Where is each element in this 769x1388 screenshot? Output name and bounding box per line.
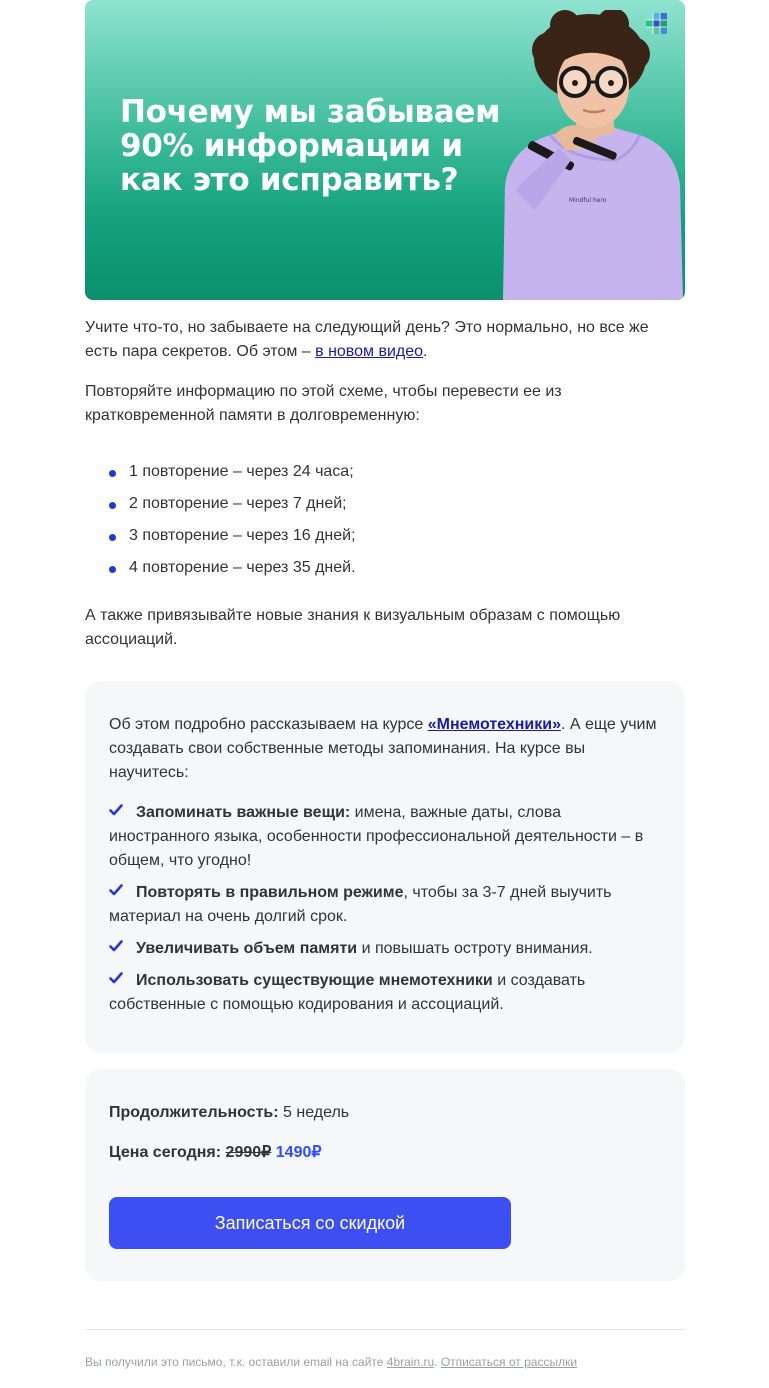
enroll-discount-button[interactable]: Записаться со скидкой	[109, 1197, 511, 1249]
skill-item	[109, 969, 661, 1017]
checkmark-icon	[109, 804, 123, 816]
hero-title-line: Почему мы забываем	[120, 94, 501, 130]
list-item-text: 1 повторение – через 24 часа;	[129, 463, 354, 480]
course-link[interactable]: «Мнемотехники»	[427, 716, 561, 733]
skill-item	[109, 881, 661, 929]
hero-title	[120, 95, 520, 197]
duration-row	[109, 1101, 661, 1125]
skill-title: Запоминать важные вещи:	[136, 804, 351, 821]
skill-item	[109, 801, 661, 873]
video-link[interactable]: в новом видео	[315, 343, 424, 360]
footer-separator: .	[434, 1355, 441, 1369]
checkmark-icon	[109, 884, 123, 896]
course-intro	[109, 713, 661, 785]
skill-desc: , чтобы за 3-7 дней выучить материал на очень долгий срок.	[109, 884, 612, 925]
price-label: Цена сегодня:	[109, 1144, 222, 1161]
bullet-dot-icon	[109, 470, 116, 477]
intro-text: Учите что-то, но забываете на следующий день? Это нормально, но все же есть пара секретов. Об этом –	[85, 319, 649, 360]
bullet-dot-icon	[109, 534, 116, 541]
bullet-dot-icon	[109, 502, 116, 509]
new-price: 1490₽	[275, 1144, 322, 1161]
intro-period: .	[423, 343, 428, 360]
course-intro-text: Об этом подробно рассказываем на курсе	[109, 716, 428, 733]
checkmark-icon	[109, 972, 123, 984]
duration-label: Продолжительность:	[109, 1104, 279, 1121]
list-item-text: 4 повторение – через 35 дней.	[129, 559, 356, 576]
duration-value: 5 недель	[278, 1104, 350, 1121]
footer-divider	[85, 1329, 685, 1330]
association-paragraph: А также привязывайте новые знания к визуальным образам с помощью ассоциаций.	[85, 607, 621, 648]
list-item	[85, 460, 685, 492]
list-item	[85, 556, 685, 588]
repetition-list	[85, 460, 685, 588]
presenter-photo	[495, 10, 685, 300]
price-row	[109, 1141, 661, 1165]
email-body	[85, 0, 685, 1370]
skills-list	[109, 801, 661, 1017]
unsubscribe-link[interactable]: Отписаться от рассылки	[440, 1355, 578, 1369]
hero-title-line: 90% информации и	[120, 128, 463, 164]
course-info-box	[85, 681, 685, 1053]
list-item-text: 2 повторение – через 7 дней;	[129, 495, 347, 512]
bullet-dot-icon	[109, 566, 116, 573]
skill-item	[109, 937, 661, 961]
schema-paragraph: Повторяйте информацию по этой схеме, чтобы перевести ее из кратковременной памяти в долговременную:	[85, 383, 562, 424]
checkmark-icon	[109, 940, 123, 952]
footer-text	[85, 1354, 685, 1370]
skill-desc: и повышать остроту внимания.	[357, 940, 593, 957]
skill-desc: и создавать собственные с помощью кодирования и ассоциаций.	[109, 972, 586, 1013]
footer-note: Вы получили это письмо, т.к. оставили email на сайте	[85, 1355, 387, 1369]
skill-title: Повторять в правильном режиме	[136, 884, 404, 901]
site-link[interactable]: 4brain.ru	[386, 1355, 435, 1369]
list-item-text: 3 повторение – через 16 дней;	[129, 527, 356, 544]
old-price: 2990₽	[225, 1144, 272, 1161]
list-item	[85, 492, 685, 524]
course-intro-text: . А еще учим создавать свои собственные методы запоминания. На курсе вы научитесь:	[109, 716, 657, 781]
sweatshirt-print: Mindful hero	[569, 197, 607, 204]
skill-title: Использовать существующие мнемотехники	[136, 972, 493, 989]
list-item	[85, 524, 685, 556]
skill-desc: имена, важные даты, слова иностранного языка, особенности профессиональной деятельности – в общем, что угодно!	[109, 804, 644, 869]
hero-banner[interactable]	[85, 0, 685, 300]
intro-paragraph	[85, 316, 665, 364]
pricing-box	[85, 1069, 685, 1281]
skill-title: Увеличивать объем памяти	[136, 940, 358, 957]
hero-title-line: как это исправить?	[120, 162, 459, 198]
